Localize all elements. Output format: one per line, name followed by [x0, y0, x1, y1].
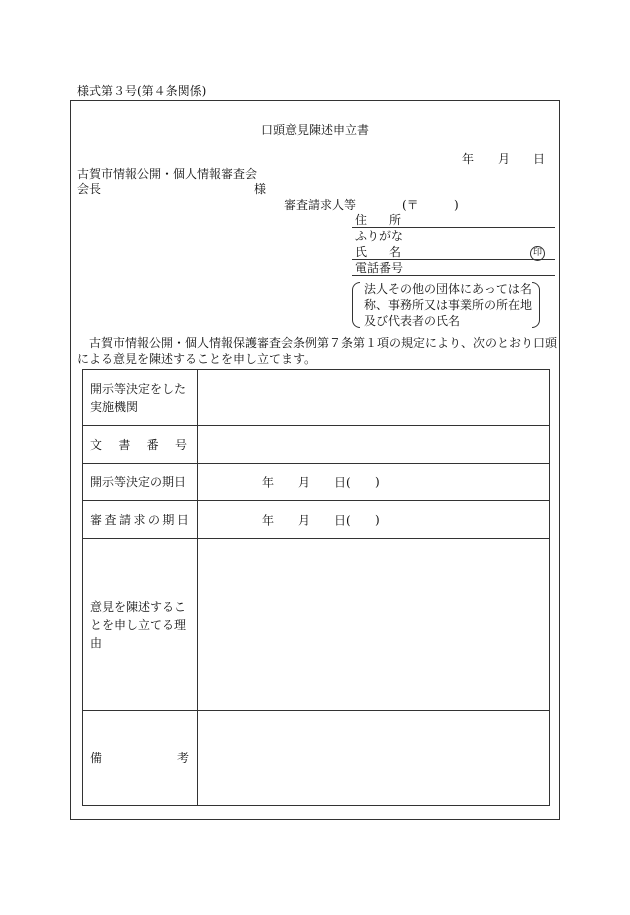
label-review-request-date-char-4: 求 — [133, 512, 146, 527]
field-implementing-agency[interactable] — [198, 370, 550, 426]
row-remarks — [83, 711, 550, 806]
label-implementing-agency — [83, 370, 198, 426]
label-implementing-agency-line-2: 実施機関 — [90, 399, 139, 414]
body-text-line-1: 古賀市情報公開・個人情報保護審査会条例第７条第１項の規定により、次のとおり口頭 — [89, 336, 558, 350]
note-bracket-right — [532, 282, 540, 328]
name-label-1: 氏 — [355, 245, 368, 259]
furigana-label: ふりがな — [355, 229, 404, 243]
label-reason-line-2: とを申し立てる理 — [90, 617, 187, 632]
phone-line — [352, 275, 555, 276]
field-review-request-date[interactable] — [198, 501, 550, 539]
phone-label: 電話番号 — [355, 261, 404, 275]
application-table — [82, 369, 550, 806]
label-review-request-date-char-1: 審 — [90, 512, 103, 527]
corporate-note — [352, 282, 540, 330]
label-review-request-date-char-5: の — [147, 512, 160, 527]
label-document-number — [83, 426, 198, 464]
label-remarks — [83, 711, 198, 806]
label-review-request-date-char-3: 請 — [118, 512, 131, 527]
row-implementing-agency — [83, 370, 550, 426]
row-document-number — [83, 426, 550, 464]
row-review-request-date — [83, 501, 550, 539]
label-remarks-char-1: 備 — [90, 751, 103, 765]
label-document-number-char-1: 文 — [90, 437, 103, 452]
field-disclosure-decision-date[interactable] — [198, 464, 550, 501]
label-document-number-char-4: 号 — [174, 437, 187, 452]
note-line-3: 及び代表者の氏名 — [364, 314, 461, 328]
decision-date-month: 月 — [298, 475, 311, 490]
seal-mark-label: 印 — [530, 246, 545, 261]
label-implementing-agency-line-1: 開示等決定をした — [90, 381, 187, 396]
label-reason-line-3: 由 — [90, 635, 103, 650]
note-line-1: 法人その他の団体にあっては名 — [364, 282, 532, 296]
addressee-chair: 会長 — [77, 182, 102, 196]
label-document-number-char-3: 番 — [146, 437, 159, 452]
row-disclosure-decision-date — [83, 464, 550, 501]
postal-open: (〒 — [402, 198, 419, 212]
label-reason — [83, 539, 198, 711]
label-review-request-date-char-7: 日 — [176, 512, 189, 527]
date-month: 月 — [498, 152, 511, 166]
page-title: 口頭意見陳述申立書 — [261, 123, 370, 137]
label-document-number-char-2: 書 — [118, 437, 131, 452]
decision-date-year: 年 — [262, 475, 275, 490]
decision-date-close: ) — [375, 475, 380, 489]
note-line-2: 称、事務所又は事業所の所在地 — [364, 298, 533, 312]
request-date-close: ) — [375, 512, 380, 527]
name-line — [352, 259, 555, 260]
address-label-2: 所 — [389, 213, 402, 227]
request-date-year: 年 — [262, 513, 275, 527]
label-remarks-char-2: 考 — [176, 751, 189, 765]
body-text-line-2: による意見を陳述することを申し立てます。 — [77, 352, 317, 366]
label-review-request-date — [83, 501, 198, 539]
note-bracket-left — [352, 282, 360, 328]
date-day: 日 — [533, 152, 546, 166]
applicant-label: 審査請求人等 — [284, 198, 357, 212]
addressee-committee: 古賀市情報公開・個人情報審査会 — [77, 167, 258, 181]
request-date-month: 月 — [298, 513, 311, 527]
field-remarks[interactable] — [198, 711, 550, 806]
form-id: 様式第３号(第４条関係) — [77, 84, 207, 98]
label-review-request-date-char-6: 期 — [162, 512, 175, 527]
label-review-request-date-char-2: 査 — [104, 512, 117, 527]
row-reason — [83, 539, 550, 711]
label-reason-line-1: 意見を陳述するこ — [90, 599, 187, 614]
label-disclosure-decision-date: 開示等決定の期日 — [83, 464, 198, 501]
addressee-honorific: 様 — [254, 182, 267, 196]
field-document-number[interactable] — [198, 426, 550, 464]
decision-date-day: 日( — [334, 475, 351, 490]
address-label-1: 住 — [355, 213, 368, 227]
request-date-day: 日( — [334, 513, 351, 527]
field-reason[interactable] — [198, 539, 550, 711]
postal-close: ) — [454, 198, 459, 212]
address-line — [352, 227, 555, 228]
date-year: 年 — [462, 152, 475, 166]
name-label-2: 名 — [389, 245, 402, 259]
